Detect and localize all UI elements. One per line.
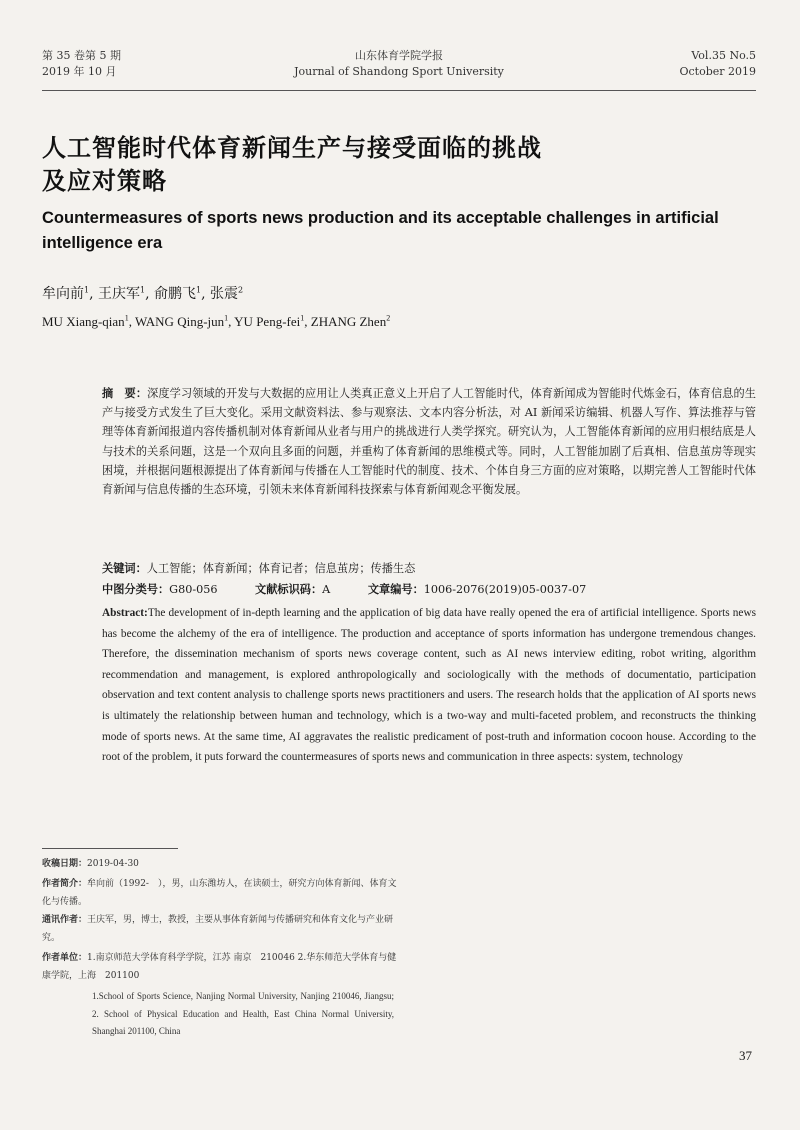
author-en: ZHANG Zhen [310, 314, 387, 329]
footnote-received [42, 856, 398, 874]
article-no-value: 1006-2076(2019)05-0037-07 [423, 583, 587, 596]
received-label: 收稿日期： [42, 859, 88, 869]
clc-label: 中图分类号： [102, 583, 170, 596]
aff-mark: 1 [224, 313, 229, 323]
authors-en: MU Xiang-qian$^1$, WANG Qing-jun$^1$, YU Peng-fei$^1$, ZHANG Zhen$^2$ [42, 313, 391, 329]
volume-cn: 第 35 卷第 5 期 [42, 49, 121, 62]
corr-label: 通讯作者： [42, 915, 88, 925]
journal-cn: 山东体育学院学报 [355, 49, 443, 62]
unit-label: 作者单位： [42, 953, 88, 963]
date-cn: 2019 年 10 月 [42, 65, 117, 78]
bio-text: 牟向前（1992- ），男，山东潍坊人，在读硕士，研究方向体育新闻、体育文化与传播。 [42, 879, 397, 907]
abstract-en [102, 603, 756, 768]
bio-label: 作者简介： [42, 879, 88, 889]
header-center [42, 48, 756, 80]
author-cn: 俞鹏飞 [154, 286, 196, 302]
doc-code-label: 文献标识码： [255, 583, 323, 596]
title-en: Countermeasures of sports news production and its acceptable challenges in artificial intelligence era [42, 209, 719, 252]
header-right [679, 48, 756, 80]
author-en: YU Peng-fei [234, 314, 301, 329]
keywords [102, 560, 756, 578]
footnote-rule [42, 848, 178, 849]
footnote-bio [42, 876, 398, 911]
author-cn: 张震 [210, 286, 238, 302]
journal-en: Journal of Shandong Sport University [294, 65, 504, 78]
unit-text: 1.南京师范大学体育科学学院，江苏 南京 210046 2.华东师范大学体育与健康学院，上海 201100 [42, 953, 397, 981]
abstract-cn-label: 摘 要： [102, 387, 148, 400]
aff-mark: 1 [124, 313, 129, 323]
received-date: 2019-04-30 [87, 859, 139, 869]
aff-mark: 1 [196, 285, 202, 295]
clc-value: G80-056 [169, 583, 218, 596]
abstract-en-text: The development of in-depth learning and the application of big data have really opened the era of artificial intelligence. Sports news has become the alchemy of the era of intelligence. The production and acceptance of sports information has undergone tremendous changes. Therefore, the dissemination mechanism of sports news coverage content, such as AI news interview editing, robot writing, algorithm recommendation and management, is explored anthropologically and sociologically with the methods of documentatio, participation observation and text content analysis to challenge sports news practitioners and users. The research holds that the application of AI sports news is ultimately the relationship between human and technology, which is a two-way and multi-faceted problem, and reconstructs the thinking mode of sports news. At the same time, AI aggravates the realistic predicament of post-truth and information cocoon house. According to the root of the problem, it puts forward the countermeasures of sports news and communication in three aspects: system, technology [102, 607, 756, 764]
abstract-cn [102, 384, 756, 499]
article-no-label: 文章编号： [367, 583, 424, 596]
author-en: WANG Qing-jun [134, 314, 225, 329]
author-cn: 王庆军 [98, 286, 140, 302]
doc-code-value: A [322, 583, 331, 596]
keywords-text: 人工智能；体育新闻；体育记者；信息茧房；传播生态 [146, 562, 416, 575]
aff-mark: 2 [386, 313, 391, 323]
classification [102, 581, 756, 599]
keywords-label: 关键词： [102, 562, 147, 575]
footnote-unit [42, 950, 398, 985]
corr-text: 王庆军，男，博士，教授，主要从事体育新闻与传播研究和体育文化与产业研究。 [42, 915, 394, 943]
author-en: MU Xiang-qian [42, 314, 125, 329]
aff-mark: 1 [300, 313, 305, 323]
abstract-cn-text: 深度学习领域的开发与大数据的应用让人类真正意义上开启了人工智能时代，体育新闻成为智能时代炼金石，体育信息的生产与接受方式发生了巨大变化。采用文献资料法、参与观察法、文本内容分析法，对 AI 新闻采访编辑、机器人写作、算法推荐与管理等体育新闻报道内容传播机制对体育新闻从业者与用户的挑战进行人类学探究。研究认为，人工智能体育新闻的应用归根结底是人与技术的关系问题，这是一个双向且多面的问题，并重构了体育新闻的思维模式等。同时，人工智能加剧了后真相、信息茧房等现实困境，并根据问题根源提出了体育新闻与传播在人工智能时代的制度、技术、个体自身三方面的应对策略，以期完善人工智能时代体育新闻与信息传播的生态环境，引领未来体育新闻科技探索与体育新闻观念平衡发展。 [102, 387, 756, 497]
aff-mark: 2 [238, 285, 244, 295]
author-cn: 牟向前 [42, 286, 84, 302]
page-number: 37 [739, 1048, 752, 1063]
authors-cn: 牟向前$^1$, 王庆军$^1$, 俞鹏飞$^1$, 张震$^2$ [42, 285, 244, 302]
title-cn-line1: 人工智能时代体育新闻生产与接受面临的挑战 [42, 134, 542, 162]
title-cn-line2: 及应对策略 [42, 167, 167, 195]
footnote-affiliation-en: 1.School of Sports Science, Nanjing Normal University, Nanjing 210046, Jiangsu; 2. School of Physical Education and Health, East China Normal University, Shanghai 201100, China [92, 991, 394, 1036]
footnote-corresponding [42, 912, 398, 947]
aff-mark: 1 [84, 285, 90, 295]
running-header [42, 48, 756, 92]
abstract-en-label: Abstract: [102, 607, 148, 619]
aff-mark: 1 [140, 285, 146, 295]
header-rule [42, 90, 756, 91]
volume-en: Vol.35 No.5 [691, 49, 756, 62]
date-en: October 2019 [679, 65, 756, 78]
title-cn [42, 132, 756, 198]
